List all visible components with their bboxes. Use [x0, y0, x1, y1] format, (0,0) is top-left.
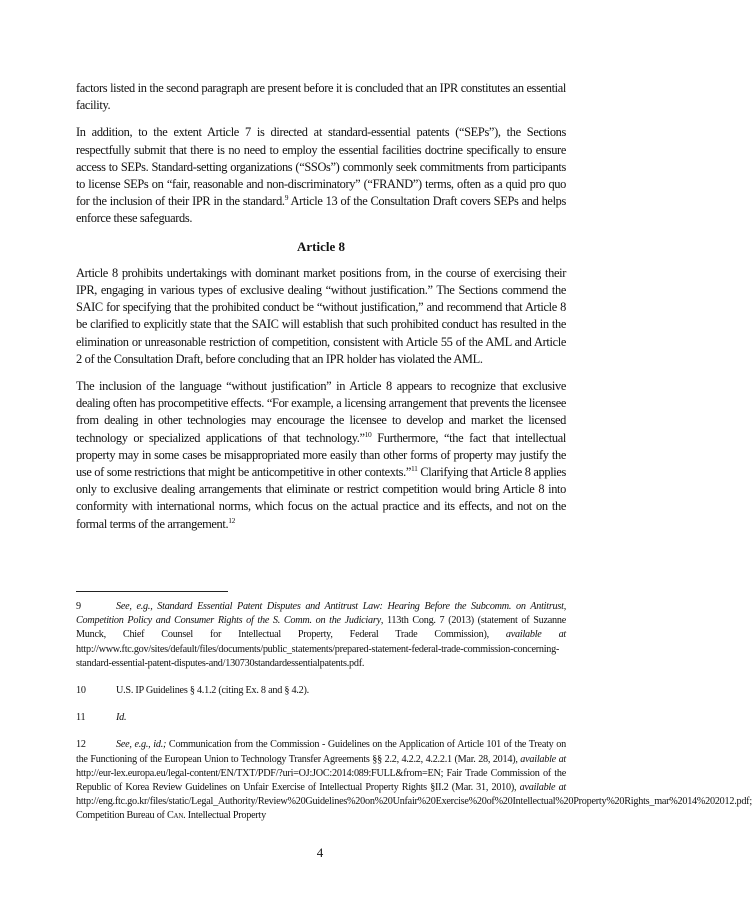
footnote-10: 10 U.S. IP Guidelines § 4.1.2 (citing Ex. 8 and § 4.2).	[76, 684, 566, 698]
footnote-number: 9	[76, 601, 81, 612]
footnote-number: 12	[76, 739, 86, 751]
paragraph-4: The inclusion of the language “without justification” in Article 8 appears to recognize that exclusive dealing often has procompetitive effects. “For example, a licensing arrangement that prevents the licensee from dealing in other technologies may encourage the licensee to develop and market the licensed technology or specialized applications of that technology.”$^{10}$ Furthermore, “the fact that intellectual property may in some cases be misappropriated more easily than other forms of property may justify the use of some restrictions that might be anticompetitive in other contexts.”$^{11}$ Clarifying that Article 8 applies only to exclusive dealing arrangements that eliminate or restrict competition would bring Article 8 into conformity with international norms, which focus on the actual practice and its effects, and not on the formal terms of the arrangement.$^{12}$	[76, 379, 566, 531]
footnotes	[76, 600, 752, 837]
footnote-link[interactable]: http://eng.ftc.go.kr/files/static/Legal_Authority/Review%20Guidelines%20on%20Unfair%20Exercise%20of%20Intellectual%20Property%20Rights_mar%2014%202012.pdf; Competition Bureau of	[76, 796, 752, 822]
main-text	[76, 80, 566, 543]
footnote-separator	[76, 591, 228, 592]
paragraph-2: In addition, to the extent Article 7 is directed at standard-essential patents (“SEPs”), the Sections respectfully submit that there is no need to employ the essential facilities doctrine specifically to ensure access to SEPs. Standard-setting organizations (“SSOs”) commonly seek commitments from participants to license SEPs on “fair, reasonable and non-discriminatory” (“FRAND”) terms, often as a quid pro quo for the inclusion of their IPR in the standard.$^9$ Article 13 of the Consultation Draft covers SEPs and helps enforce these safeguards.	[76, 125, 566, 226]
footnote-ref-12[interactable]: 12	[228, 515, 236, 525]
footnote-ref-11[interactable]: 11	[411, 463, 418, 473]
paragraph-1: factors listed in the second paragraph are present before it is concluded that an IPR constitutes an essential facility.	[76, 81, 566, 113]
footnote-11: 11 Id.	[76, 711, 566, 725]
paragraph-3: Article 8 prohibits undertakings with dominant market positions from, in the course of exercising their IPR, engaging in various types of exclusive dealing “without justification.” The Sections commend the SAIC for specifying that the prohibited conduct be “without justification,” and recommend that Article 8 be clarified to explicitly state that the SAIC will establish that such prohibited conduct has resulted in the elimination or unreasonable restriction of competition, consistent with Article 55 of the AML and Article 2 of the Consultation Draft, before concluding that an IPR holder has violated the AML.	[76, 265, 566, 366]
footnote-link[interactable]: http://eur-lex.europa.eu/legal-content/EN/TXT/PDF/?uri=OJ:JOC:2014:089:FULL&from=EN; Fair Trade Commission of the Republic of Korea Review Guidelines on Unfair Exercise of Intellectual Property Rights §II.2 (Mar. 31, 2010),	[76, 767, 566, 794]
footnote-12: 12 See, e.g., id.; Communication from the Commission - Guidelines on the Application of Article 101 of the Treaty on the Functioning of the European Union to Technology Transfer Agreements §§ 2.2, 4.2.2, 4.2.2.1 (Mar. 28, 2014), available at http://eur-lex.europa.eu/legal-content/EN/TXT/PDF/?uri=OJ:JOC:2014:089:FULL&from=EN; Fair Trade Commission of the Republic of Korea Review Guidelines on Unfair Exercise of Intellectual Property Rights §II.2 (Mar. 31, 2010), available at http://eng.ftc.go.kr/files/static/Legal_Authority/Review%20Guidelines%20on%20Unfair%20Exercise%20of%20Intellectual%20Property%20Rights_mar%2014%202012.pdf; Competition Bureau of Can. Intellectual Property	[76, 739, 752, 822]
footnote-ref-10[interactable]: 10	[364, 429, 372, 439]
footnote-9: 9 See, e.g., Standard Essential Patent Disputes and Antitrust Law: Hearing Before the Subcomm. on Antitrust, Competition Policy and Consumer Rights of the S. Comm. on the Judiciary, 113th Cong. 7 (2013) (statement of Suzanne Munck, Chief Counsel for Intellectual Property, Federal Trade Commission), available at http://www.ftc.gov/sites/default/files/documents/public_statements/prepared-statement-federal-trade-commission-concerning-standard-essential-patent-disputes-and/130730standardessentialpatents.pdf.	[76, 601, 566, 669]
section-heading: Article 8	[296, 238, 345, 254]
footnote-link[interactable]: http://www.ftc.gov/sites/default/files/documents/public_statements/prepared-statement-federal-trade-commission-concerning-standard-essential-patent-disputes-and/130730standardessentialpatents.pdf.	[76, 643, 560, 669]
footnote-number: 11	[76, 712, 86, 724]
page-number: 4	[316, 845, 324, 860]
footnote-number: 10	[76, 685, 86, 697]
footnote-ref-9[interactable]: 9	[284, 193, 289, 203]
